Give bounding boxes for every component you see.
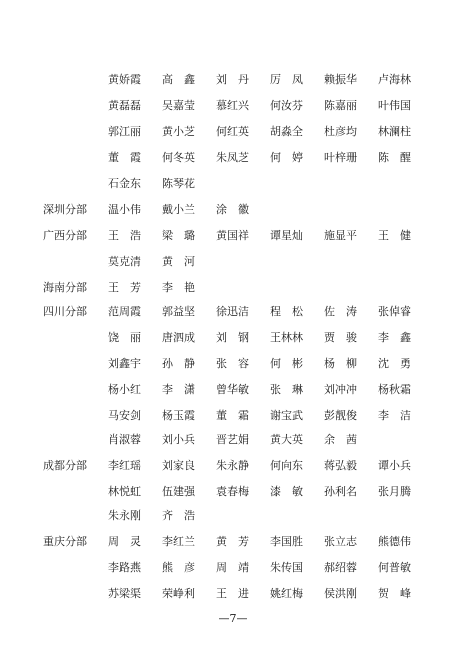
table-row (0, 484, 466, 500)
person-name: 李红兰 (162, 535, 195, 548)
person-name: 李 艳 (162, 281, 195, 294)
person-name: 吴嘉莹 (162, 99, 195, 112)
person-name: 谭小兵 (378, 459, 411, 472)
table-row (0, 150, 466, 166)
person-name: 杨玉霞 (162, 409, 195, 422)
person-name: 谢宝武 (270, 409, 303, 422)
person-name: 范周霞 (108, 305, 141, 318)
person-name: 李 潇 (162, 383, 195, 396)
person-name: 慕红兴 (216, 99, 249, 112)
person-name: 马安剑 (108, 409, 141, 422)
person-name: 肖淑蓉 (108, 433, 141, 446)
person-name: 何普敏 (378, 561, 411, 574)
person-name: 谭星灿 (270, 229, 303, 242)
table-row (0, 124, 466, 140)
person-name: 刘小兵 (162, 433, 195, 446)
branch-label: 深圳分部 (43, 203, 87, 216)
person-name: 朱凤芝 (216, 151, 249, 164)
person-name: 李国胜 (270, 535, 303, 548)
person-name: 何冬英 (162, 151, 195, 164)
table-row (0, 458, 466, 474)
person-name: 张 琳 (270, 383, 303, 396)
branch-label: 成都分部 (43, 459, 87, 472)
person-name: 刘冲冲 (324, 383, 357, 396)
person-name: 莫克清 (108, 255, 141, 268)
person-name: 戴小兰 (162, 203, 195, 216)
table-row (0, 560, 466, 576)
person-name: 贾 骏 (324, 331, 357, 344)
person-name: 黄 河 (162, 255, 195, 268)
person-name: 漆 敏 (270, 485, 303, 498)
person-name: 何 婷 (270, 151, 303, 164)
person-name: 郭益坚 (162, 305, 195, 318)
person-name: 孙利名 (324, 485, 357, 498)
table-row (0, 432, 466, 448)
person-name: 齐 浩 (162, 509, 195, 522)
person-name: 卢海林 (378, 73, 411, 86)
person-name: 杨秋霜 (378, 383, 411, 396)
person-name: 黄大英 (270, 433, 303, 446)
table-row (0, 330, 466, 346)
person-name: 蒋弘毅 (324, 459, 357, 472)
table-row (0, 98, 466, 114)
person-name: 晋艺娟 (216, 433, 249, 446)
person-name: 姚红梅 (270, 587, 303, 600)
person-name: 张倬睿 (378, 305, 411, 318)
person-name: 胡淼全 (270, 125, 303, 138)
branch-label: 广西分部 (43, 229, 87, 242)
person-name: 董 霜 (216, 409, 249, 422)
person-name: 彭靓俊 (324, 409, 357, 422)
person-name: 杜彦均 (324, 125, 357, 138)
person-name: 董 霞 (108, 151, 141, 164)
person-name: 叶梓珊 (324, 151, 357, 164)
person-name: 黄 芳 (216, 535, 249, 548)
person-name: 程 松 (270, 305, 303, 318)
person-name: 饶 丽 (108, 331, 141, 344)
person-name: 张立志 (324, 535, 357, 548)
person-name: 刘鑫宇 (108, 357, 141, 370)
table-row (0, 176, 466, 192)
person-name: 李红瑶 (108, 459, 141, 472)
person-name: 黄娇霞 (108, 73, 141, 86)
person-name: 黄国祥 (216, 229, 249, 242)
table-row (0, 586, 466, 602)
person-name: 黄磊磊 (108, 99, 141, 112)
person-name: 贺 峰 (378, 587, 411, 600)
person-name: 施显平 (324, 229, 357, 242)
person-name: 周 靖 (216, 561, 249, 574)
person-name: 唐泗成 (162, 331, 195, 344)
table-row (0, 382, 466, 398)
person-name: 余 茜 (324, 433, 357, 446)
person-name: 佐 涛 (324, 305, 357, 318)
person-name: 王 健 (378, 229, 411, 242)
person-name: 徐迅洁 (216, 305, 249, 318)
person-name: 荣峥利 (162, 587, 195, 600)
person-name: 王 进 (216, 587, 249, 600)
branch-label: 重庆分部 (43, 535, 87, 548)
person-name: 何 彬 (270, 357, 303, 370)
person-name: 陈琴花 (162, 177, 195, 190)
person-name: 伍建强 (162, 485, 195, 498)
person-name: 涂 徽 (216, 203, 249, 216)
person-name: 朱传国 (270, 561, 303, 574)
table-row (0, 408, 466, 424)
person-name: 林悦虹 (108, 485, 141, 498)
branch-label: 海南分部 (43, 281, 87, 294)
person-name: 李 鑫 (378, 331, 411, 344)
person-name: 温小伟 (108, 203, 141, 216)
person-name: 何向东 (270, 459, 303, 472)
person-name: 赖振华 (324, 73, 357, 86)
person-name: 熊 彦 (162, 561, 195, 574)
person-name: 袁春梅 (216, 485, 249, 498)
person-name: 李路燕 (108, 561, 141, 574)
table-row (0, 254, 466, 270)
person-name: 王林林 (270, 331, 303, 344)
person-name: 曾华敏 (216, 383, 249, 396)
person-name: 杨小红 (108, 383, 141, 396)
person-name: 何红英 (216, 125, 249, 138)
person-name: 陈嘉丽 (324, 99, 357, 112)
table-row (0, 534, 466, 550)
branch-label: 四川分部 (43, 305, 87, 318)
person-name: 苏梁渠 (108, 587, 141, 600)
person-name: 周 灵 (108, 535, 141, 548)
person-name: 郭江丽 (108, 125, 141, 138)
person-name: 王 芳 (108, 281, 141, 294)
person-name: 叶伟国 (378, 99, 411, 112)
table-row (0, 356, 466, 372)
person-name: 郝绍蓉 (324, 561, 357, 574)
person-name: 陈 醒 (378, 151, 411, 164)
person-name: 张 容 (216, 357, 249, 370)
person-name: 何汝芬 (270, 99, 303, 112)
table-row (0, 72, 466, 88)
table-row (0, 228, 466, 244)
person-name: 杨 柳 (324, 357, 357, 370)
person-name: 朱永静 (216, 459, 249, 472)
person-name: 孙 静 (162, 357, 195, 370)
person-name: 熊德伟 (378, 535, 411, 548)
person-name: 刘 钢 (216, 331, 249, 344)
person-name: 张月腾 (378, 485, 411, 498)
person-name: 林澜柱 (378, 125, 411, 138)
person-name: 侯洪刚 (324, 587, 357, 600)
table-row (0, 280, 466, 296)
person-name: 黄小芝 (162, 125, 195, 138)
person-name: 朱永刚 (108, 509, 141, 522)
table-row (0, 304, 466, 320)
person-name: 梁 璐 (162, 229, 195, 242)
page-number: —7— (218, 612, 248, 625)
table-row (0, 202, 466, 218)
table-row (0, 508, 466, 524)
person-name: 李 洁 (378, 409, 411, 422)
person-name: 沈 勇 (378, 357, 411, 370)
person-name: 刘家良 (162, 459, 195, 472)
person-name: 厉 凤 (270, 73, 303, 86)
person-name: 高 鑫 (162, 73, 195, 86)
person-name: 刘 丹 (216, 73, 249, 86)
person-name: 王 浩 (108, 229, 141, 242)
person-name: 石金东 (108, 177, 141, 190)
